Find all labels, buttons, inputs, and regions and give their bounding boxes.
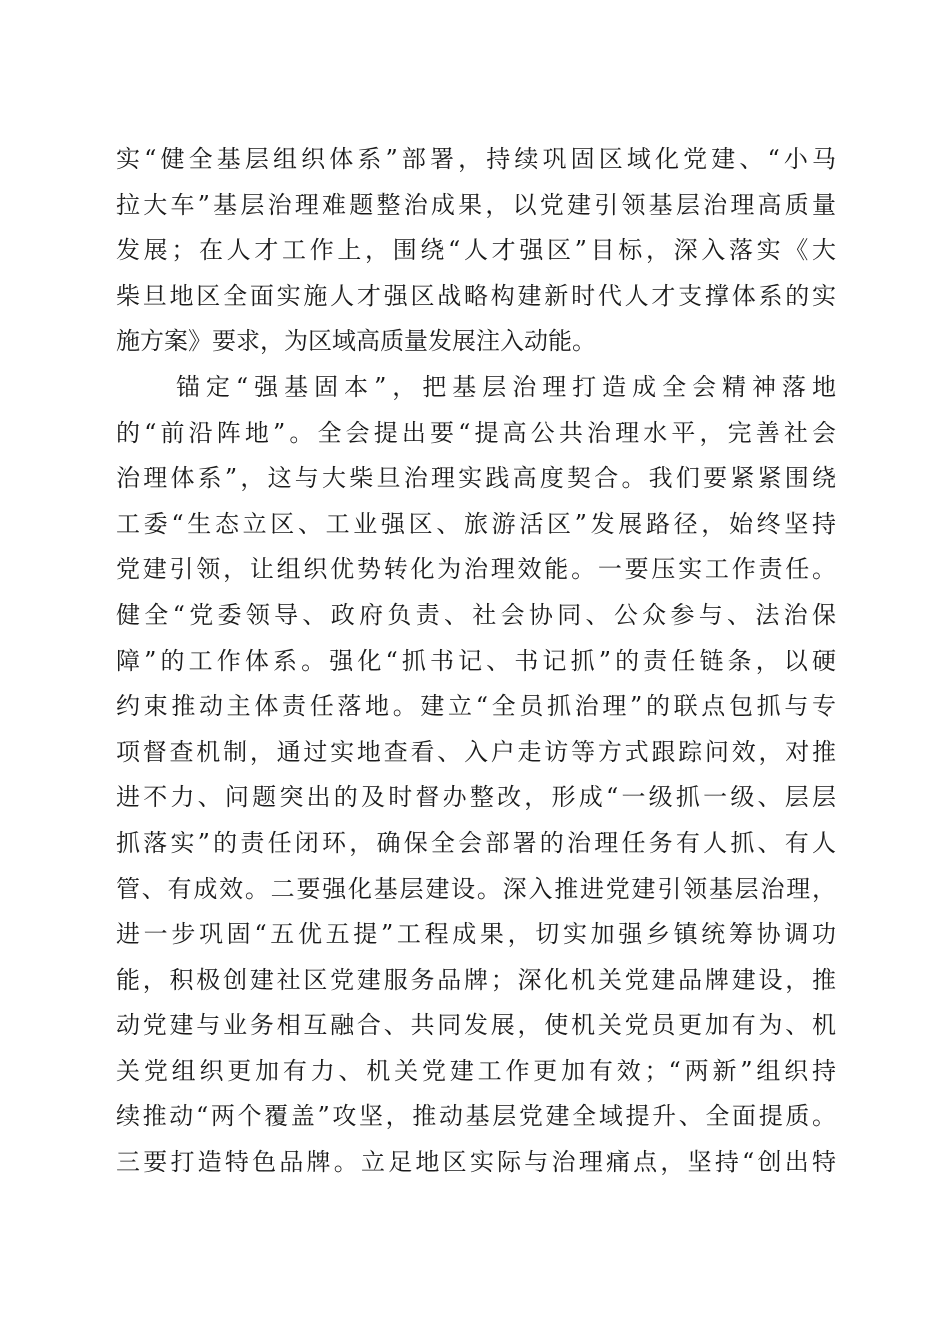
- text-line: 党建引领，让组织优势转化为治理效能。一要压实工作责任。: [116, 555, 836, 584]
- paragraph-2: [116, 365, 836, 1186]
- text-line: 续推动“两个覆盖”攻坚，推动基层党建全域提升、全面提质。: [116, 1102, 836, 1131]
- text-line: 施方案》要求，为区域高质量发展注入动能。: [116, 327, 596, 356]
- text-line: 障”的工作体系。强化“抓书记、书记抓”的责任链条，以硬: [116, 646, 836, 675]
- text-line: 实“健全基层组织体系”部署，持续巩固区域化党建、“小马: [116, 145, 836, 173]
- paragraph-1: [116, 137, 836, 365]
- document-body: [116, 137, 836, 1186]
- text-line: 关党组织更加有力、机关党建工作更加有效；“两新”组织持: [116, 1056, 836, 1085]
- text-line: 柴旦地区全面实施人才强区战略构建新时代人才支撑体系的实: [116, 281, 836, 310]
- text-line: 进不力、问题突出的及时督办整改，形成“一级抓一级、层层: [116, 783, 836, 812]
- text-line: 约束推动主体责任落地。建立“全员抓治理”的联点包抓与专: [116, 692, 836, 721]
- text-line: 动党建与业务相互融合、共同发展，使机关党员更加有为、机: [116, 1011, 836, 1040]
- text-line: 锚定“强基固本”，把基层治理打造成全会精神落地: [116, 372, 836, 401]
- text-line: 进一步巩固“五优五提”工程成果，切实加强乡镇统筹协调功: [116, 920, 836, 949]
- text-line: 健全“党委领导、政府负责、社会协同、公众参与、法治保: [116, 600, 836, 629]
- text-line: 拉大车”基层治理难题整治成果，以党建引领基层治理高质量: [116, 190, 836, 219]
- text-line: 三要打造特色品牌。立足地区实际与治理痛点，坚持“创出特: [116, 1148, 836, 1177]
- text-line: 治理体系”，这与大柴旦治理实践高度契合。我们要紧紧围绕: [116, 464, 836, 493]
- text-line: 管、有成效。二要强化基层建设。深入推进党建引领基层治理，: [116, 874, 836, 903]
- text-line: 的“前沿阵地”。全会提出要“提高公共治理水平，完善社会: [116, 418, 836, 447]
- text-line: 发展；在人才工作上，围绕“人才强区”目标，深入落实《大: [116, 236, 836, 265]
- text-line: 能，积极创建社区党建服务品牌；深化机关党建品牌建设，推: [116, 965, 836, 994]
- text-line: 项督查机制，通过实地查看、入户走访等方式跟踪问效，对推: [116, 737, 836, 766]
- text-line: 工委“生态立区、工业强区、旅游活区”发展路径，始终坚持: [116, 509, 836, 538]
- text-line: 抓落实”的责任闭环，确保全会部署的治理任务有人抓、有人: [116, 828, 836, 857]
